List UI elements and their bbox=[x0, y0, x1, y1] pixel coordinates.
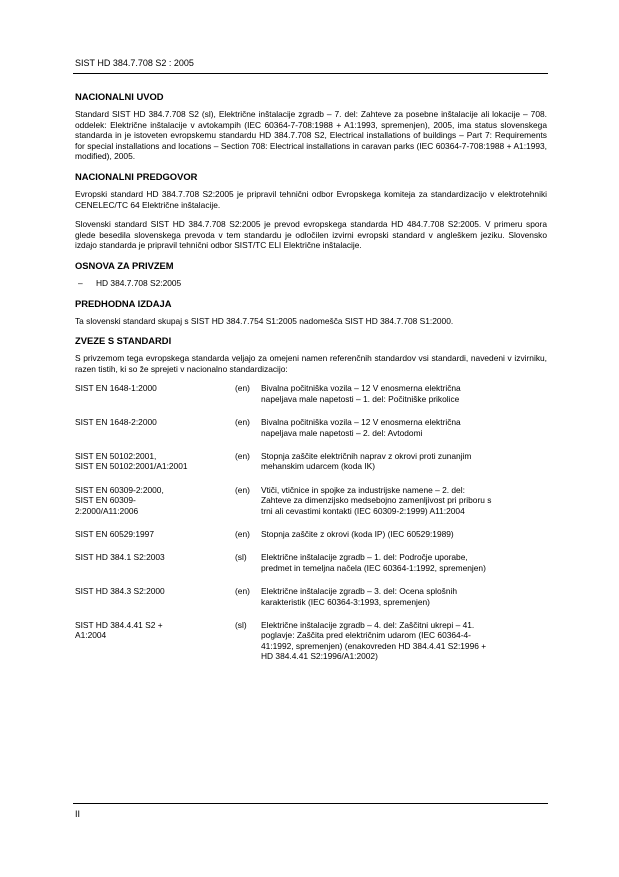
running-header: SIST HD 384.7.708 S2 : 2005 bbox=[75, 58, 194, 68]
standard-code-line: SIST EN 1648-2:2000 bbox=[75, 417, 157, 428]
language-code: (sl) bbox=[235, 552, 247, 563]
language-code: (sl) bbox=[235, 620, 247, 630]
language-code: (en) bbox=[235, 586, 250, 597]
standard-title bbox=[261, 552, 547, 586]
standard-title bbox=[261, 586, 547, 620]
footer-rule bbox=[73, 803, 548, 804]
standard-code bbox=[75, 552, 235, 586]
table-row bbox=[75, 417, 547, 451]
standard-title-line: napeljava male napetosti – 1. del: Počitniške prikolice bbox=[261, 393, 460, 404]
standard-title bbox=[261, 383, 547, 417]
osnova-item: HD 384.7.708 S2:2005 bbox=[96, 277, 182, 288]
heading-predhodna-izdaja: PREDHODNA IZDAJA bbox=[75, 297, 172, 309]
paragraph-predgovor-1: Evropski standard HD 384.7.708 S2:2005 je pripravil tehnični odbor Evropskega komiteja za standardizacijo v elektrotehniki CENELEC/TC 64 Električne inštalacije. bbox=[75, 188, 547, 210]
standard-title-line: Vtiči, vtičnice in spojke za industrijske namene – 2. del: bbox=[261, 484, 465, 495]
standard-code bbox=[75, 417, 235, 451]
standard-title-line: 41:1992, spremenjen) (enakovreden HD 384.4.41 S2:1996 + bbox=[261, 640, 487, 651]
table-row bbox=[75, 485, 547, 529]
table-row bbox=[75, 586, 547, 620]
standard-title-line: HD 384.4.41 S2:1996/A1:2002) bbox=[261, 651, 378, 662]
standard-code-line: SIST EN 50102:2001, bbox=[75, 450, 157, 461]
standard-title-line: Električne inštalacije zgradb – 3. del: Ocena splošnih bbox=[261, 586, 457, 597]
standard-code bbox=[75, 586, 235, 620]
standard-title bbox=[261, 529, 547, 552]
page-body bbox=[75, 91, 547, 675]
language-code: (en) bbox=[235, 528, 250, 539]
page-number: II bbox=[75, 809, 81, 819]
table-row bbox=[75, 451, 547, 485]
reference-standards-table bbox=[75, 383, 547, 674]
standard-code-line: SIST EN 50102:2001/A1:2001 bbox=[75, 461, 188, 472]
standard-title-line: Bivalna počitniška vozila – 12 V enosmerna električna bbox=[261, 383, 461, 394]
paragraph-zveze: S privzemom tega evropskega standarda veljajo za omejeni namen referenčnih standardov vsi standardi, navedeni v izvirniku, razen tistih, ki so že sprejeti v nacionalno standardizacijo: bbox=[75, 353, 547, 374]
standard-title bbox=[261, 417, 547, 451]
standard-title bbox=[261, 620, 547, 675]
standard-code bbox=[75, 451, 235, 485]
paragraph-predhodna-izdaja: Ta slovenski standard skupaj s SIST HD 384.7.754 S1:2005 nadomešča SIST HD 384.7.708 S1:2000. bbox=[75, 315, 454, 326]
standard-code-line: SIST HD 384.1 S2:2003 bbox=[75, 552, 165, 563]
standard-title-line: trni ali cevastimi kontakti (IEC 60309-2:1999) A11:2004 bbox=[261, 505, 465, 516]
standard-title-line: predmet in temeljna načela (IEC 60364-1:1992, spremenjen) bbox=[261, 562, 486, 573]
standard-code bbox=[75, 485, 235, 529]
list-item bbox=[75, 278, 547, 289]
language-code: (en) bbox=[235, 383, 250, 394]
standard-title-line: mehanskim udarcem (koda IK) bbox=[261, 461, 376, 472]
standard-code bbox=[75, 383, 235, 417]
table-row bbox=[75, 529, 547, 552]
heading-osnova-za-privzem: OSNOVA ZA PRIVZEM bbox=[75, 259, 174, 271]
heading-zveze-s-standardi: ZVEZE S STANDARDI bbox=[75, 335, 172, 347]
standard-code bbox=[75, 529, 235, 552]
standard-code bbox=[75, 620, 235, 675]
standard-code-line: 2:2000/A11:2006 bbox=[75, 505, 139, 516]
table-row bbox=[75, 383, 547, 417]
language-code: (en) bbox=[235, 484, 250, 495]
standard-code-line: SIST EN 60309-2:2000, bbox=[75, 484, 164, 495]
header-rule bbox=[73, 73, 548, 74]
standard-title-line: poglavje: Zaščita pred električnim udarom (IEC 60364-4- bbox=[261, 630, 471, 641]
standard-title-line: Bivalna počitniška vozila – 12 V enosmerna električna bbox=[261, 417, 461, 428]
standard-title-line: napeljava male napetosti – 2. del: Avtodomi bbox=[261, 427, 423, 438]
standard-code-line: A1:2004 bbox=[75, 630, 107, 641]
paragraph-predgovor-2: Slovenski standard SIST HD 384.7.708 S2:2005 je prevod evropskega standarda HD 484.7.708 S2:2005. V primeru spora glede besedila slovenskega prevoda v tem standardu je odločilen izvirni evropski standard v angleškem jeziku. Slovensko izdajo standarda je pripravil tehnični odbor SIST/TC ELI Električne inštalacije. bbox=[75, 219, 547, 251]
standard-code-line: SIST EN 60309- bbox=[75, 495, 136, 506]
standard-title-line: Električne inštalacije zgradb – 4. del: Zaščitni ukrepi – 41. bbox=[261, 620, 475, 630]
standard-code-line: SIST EN 1648-1:2000 bbox=[75, 383, 157, 394]
language-code: (en) bbox=[235, 450, 250, 461]
standard-title-line: karakteristik (IEC 60364-3:1993, spremenjen) bbox=[261, 596, 430, 607]
standard-code-line: SIST HD 384.3 S2:2000 bbox=[75, 586, 165, 597]
standard-title-line: Električne inštalacije zgradb – 1. del: Področje uporabe, bbox=[261, 552, 468, 563]
heading-nacionalni-uvod: NACIONALNI UVOD bbox=[75, 91, 164, 102]
language-code: (en) bbox=[235, 417, 250, 428]
paragraph-nacionalni-uvod: Standard SIST HD 384.7.708 S2 (sl), Električne inštalacije zgradb – 7. del: Zahteve za posebne inštalacije ali lokacije – 708. oddelek: Električne inštalacije v avtokampih (IEC 60364-7-708:1988 + A1:1993, spremenjen), 2005, ima status slovenskega standarda in je istoveten evropskemu standardu HD 384.7.708 S2, Electrical installations of buildings – Part 7: Requirements for special installations and locations – Section 708: Electrical installations in caravan parks (IEC 60364-7-708:1988 + A1:1993, modified), 2005. bbox=[75, 109, 547, 162]
standard-code-line: SIST EN 60529:1997 bbox=[75, 528, 154, 539]
standard-code-line: SIST HD 384.4.41 S2 + bbox=[75, 620, 163, 630]
standard-title bbox=[261, 451, 547, 485]
dash-bullet: – bbox=[78, 277, 83, 288]
table-row bbox=[75, 552, 547, 586]
table-row bbox=[75, 620, 547, 675]
standard-title bbox=[261, 485, 547, 529]
standard-title-line: Stopnja zaščite električnih naprav z okrovi proti zunanjim bbox=[261, 450, 472, 461]
standard-title-line: Stopnja zaščite z okrovi (koda IP) (IEC 60529:1989) bbox=[261, 528, 454, 539]
heading-nacionalni-predgovor: NACIONALNI PREDGOVOR bbox=[75, 170, 198, 182]
standard-title-line: Zahteve za dimenzijsko medsebojno zamenljivost pri priboru s bbox=[261, 495, 492, 506]
